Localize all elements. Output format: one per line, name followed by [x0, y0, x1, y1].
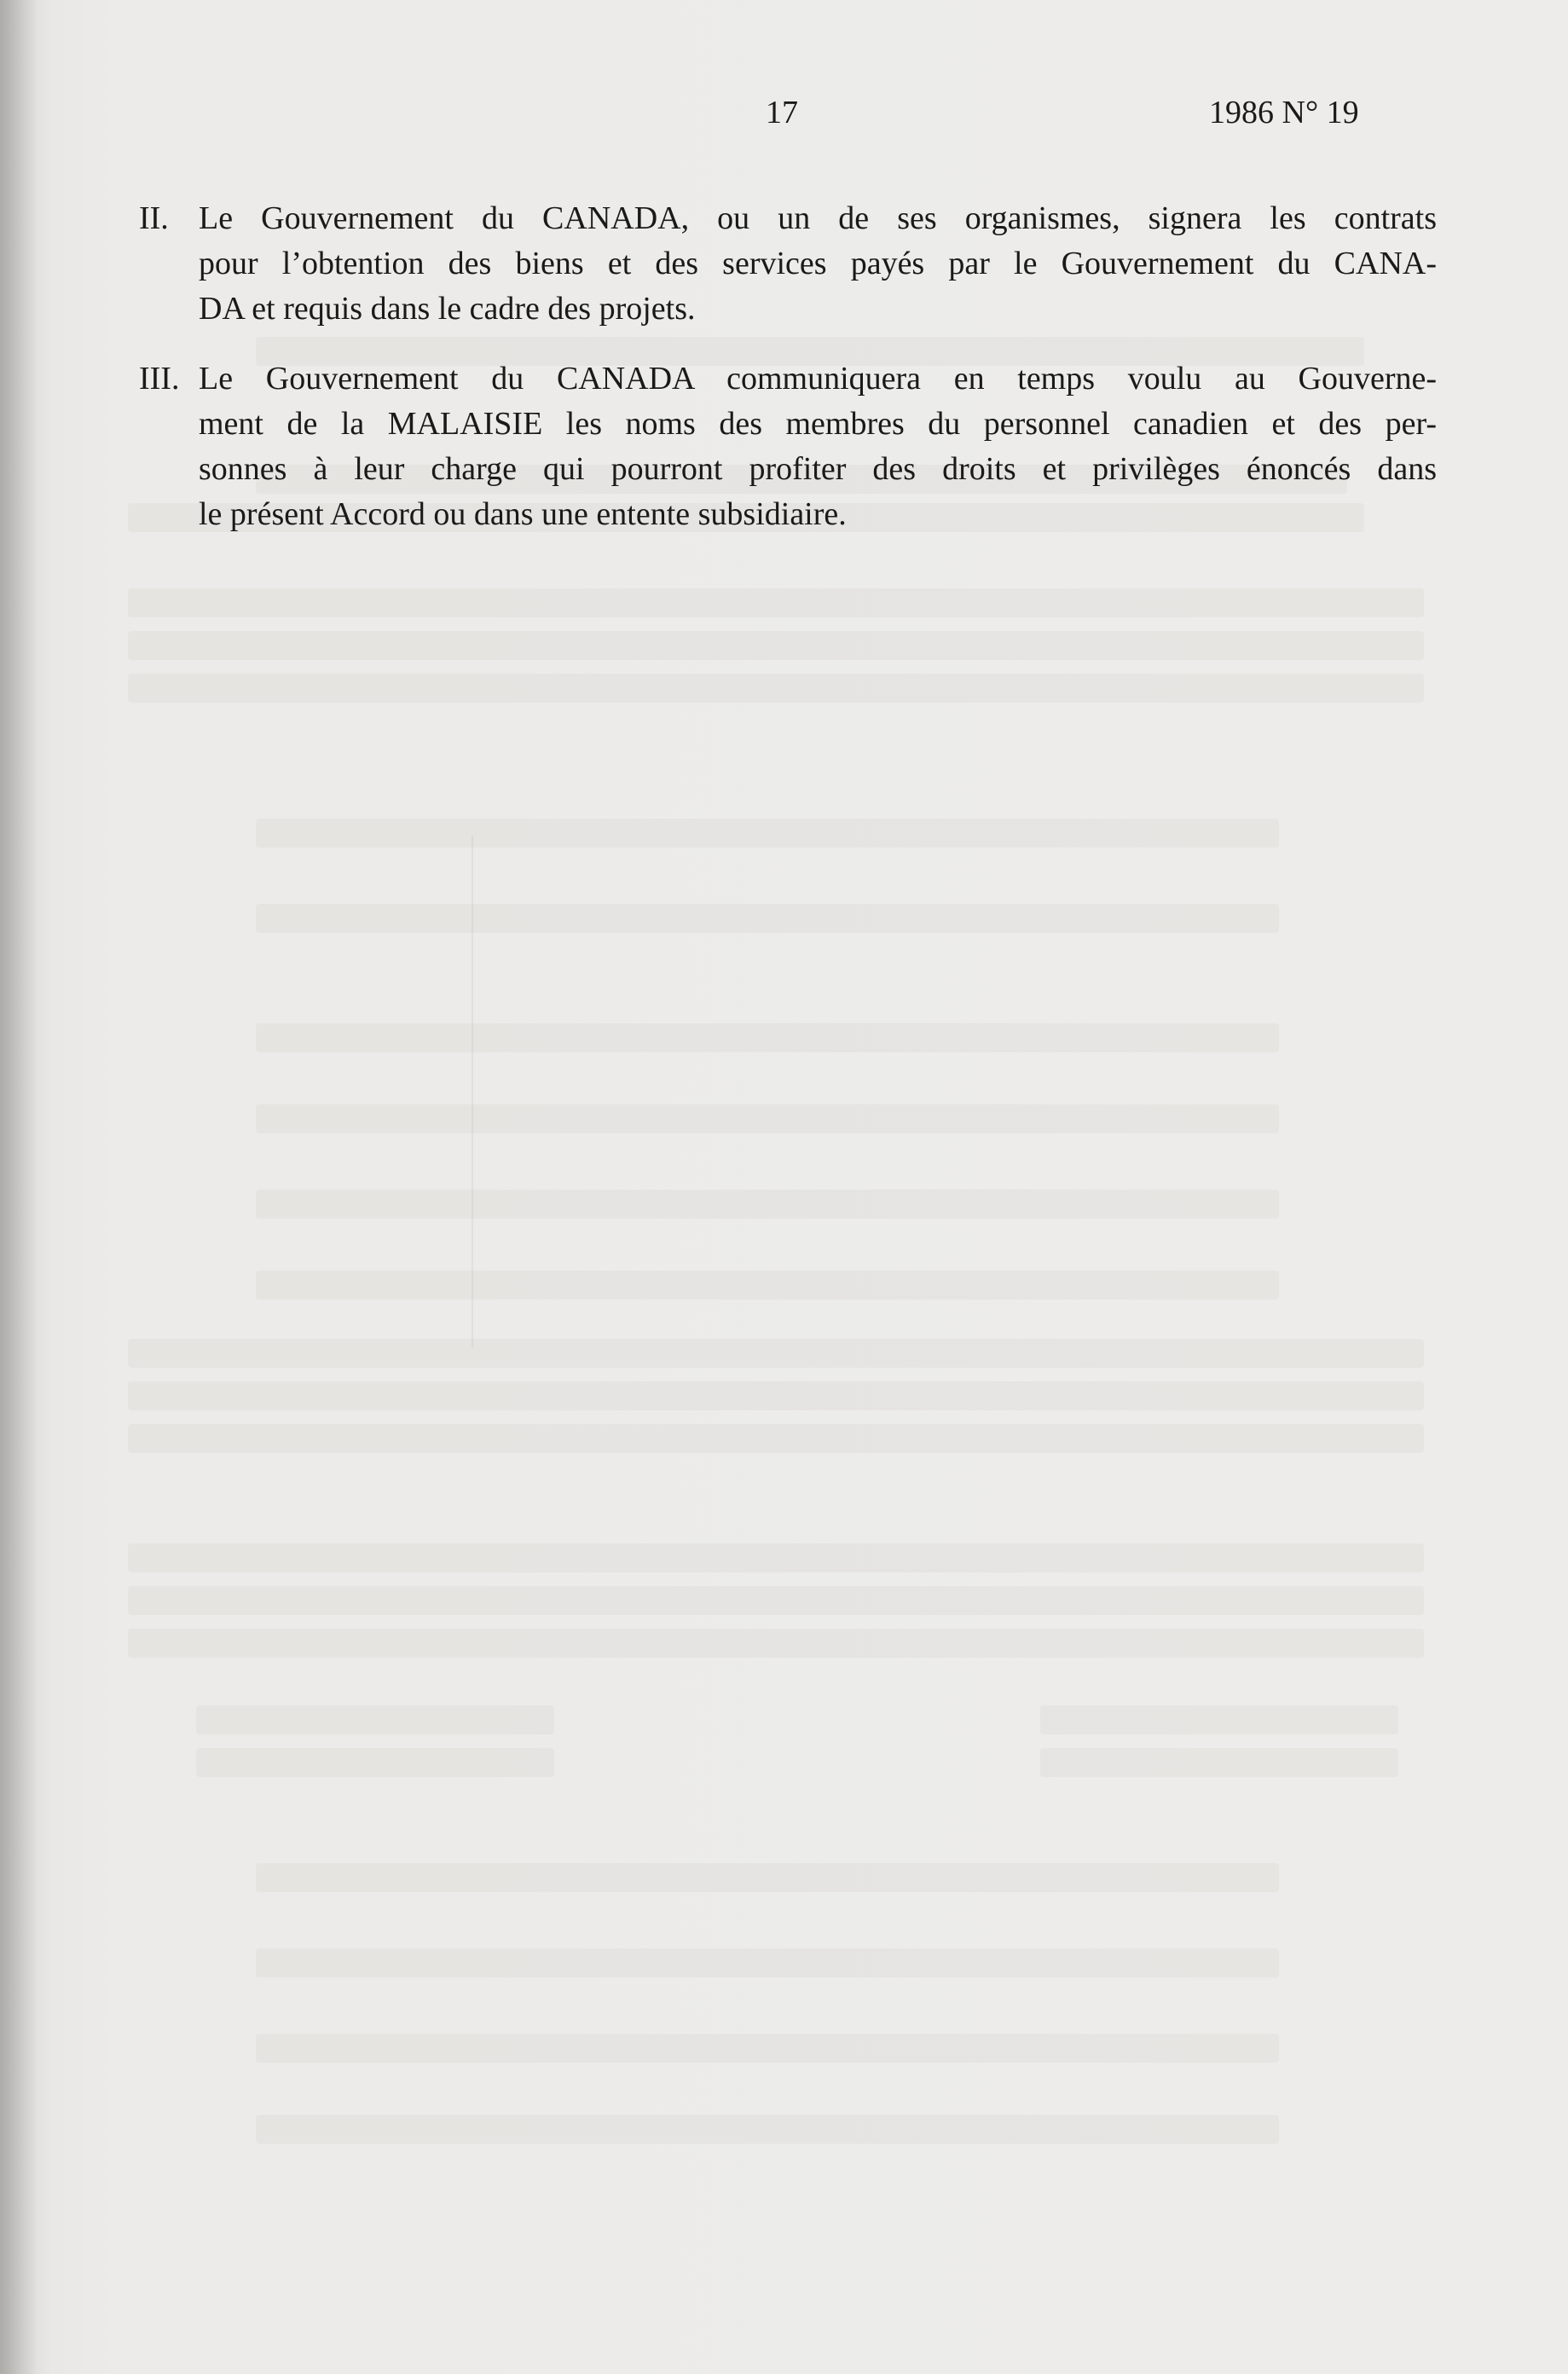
article-text-line: DA et requis dans le cadre des projets.: [199, 291, 696, 327]
article-text-line: sonnes à leur charge qui pourront profiter des droits et privilèges énoncés dans: [199, 451, 1437, 487]
binding-shadow: [0, 0, 38, 2374]
article-text-line: pour l’obtention des biens et des services payés par le Gouvernement du CANA-: [199, 246, 1437, 281]
article-iii: [139, 356, 1437, 536]
article-text-line: Le Gouvernement du CANADA communiquera en temps voulu au Gouverne-: [199, 361, 1437, 397]
article-numeral: II.: [139, 200, 169, 236]
page-number: 17: [766, 95, 798, 130]
document-reference: 1986 N° 19: [1209, 95, 1359, 130]
article-numeral: III.: [139, 361, 180, 397]
article-ii: [139, 196, 1437, 333]
article-text-line: ment de la MALAISIE les noms des membres du personnel canadien et des per-: [199, 406, 1437, 442]
article-text-line: Le Gouvernement du CANADA, ou un de ses organismes, signera les contrats: [199, 200, 1437, 236]
article-text-line: le présent Accord ou dans une entente subsidiaire.: [199, 496, 847, 532]
page-header: [0, 94, 1568, 145]
